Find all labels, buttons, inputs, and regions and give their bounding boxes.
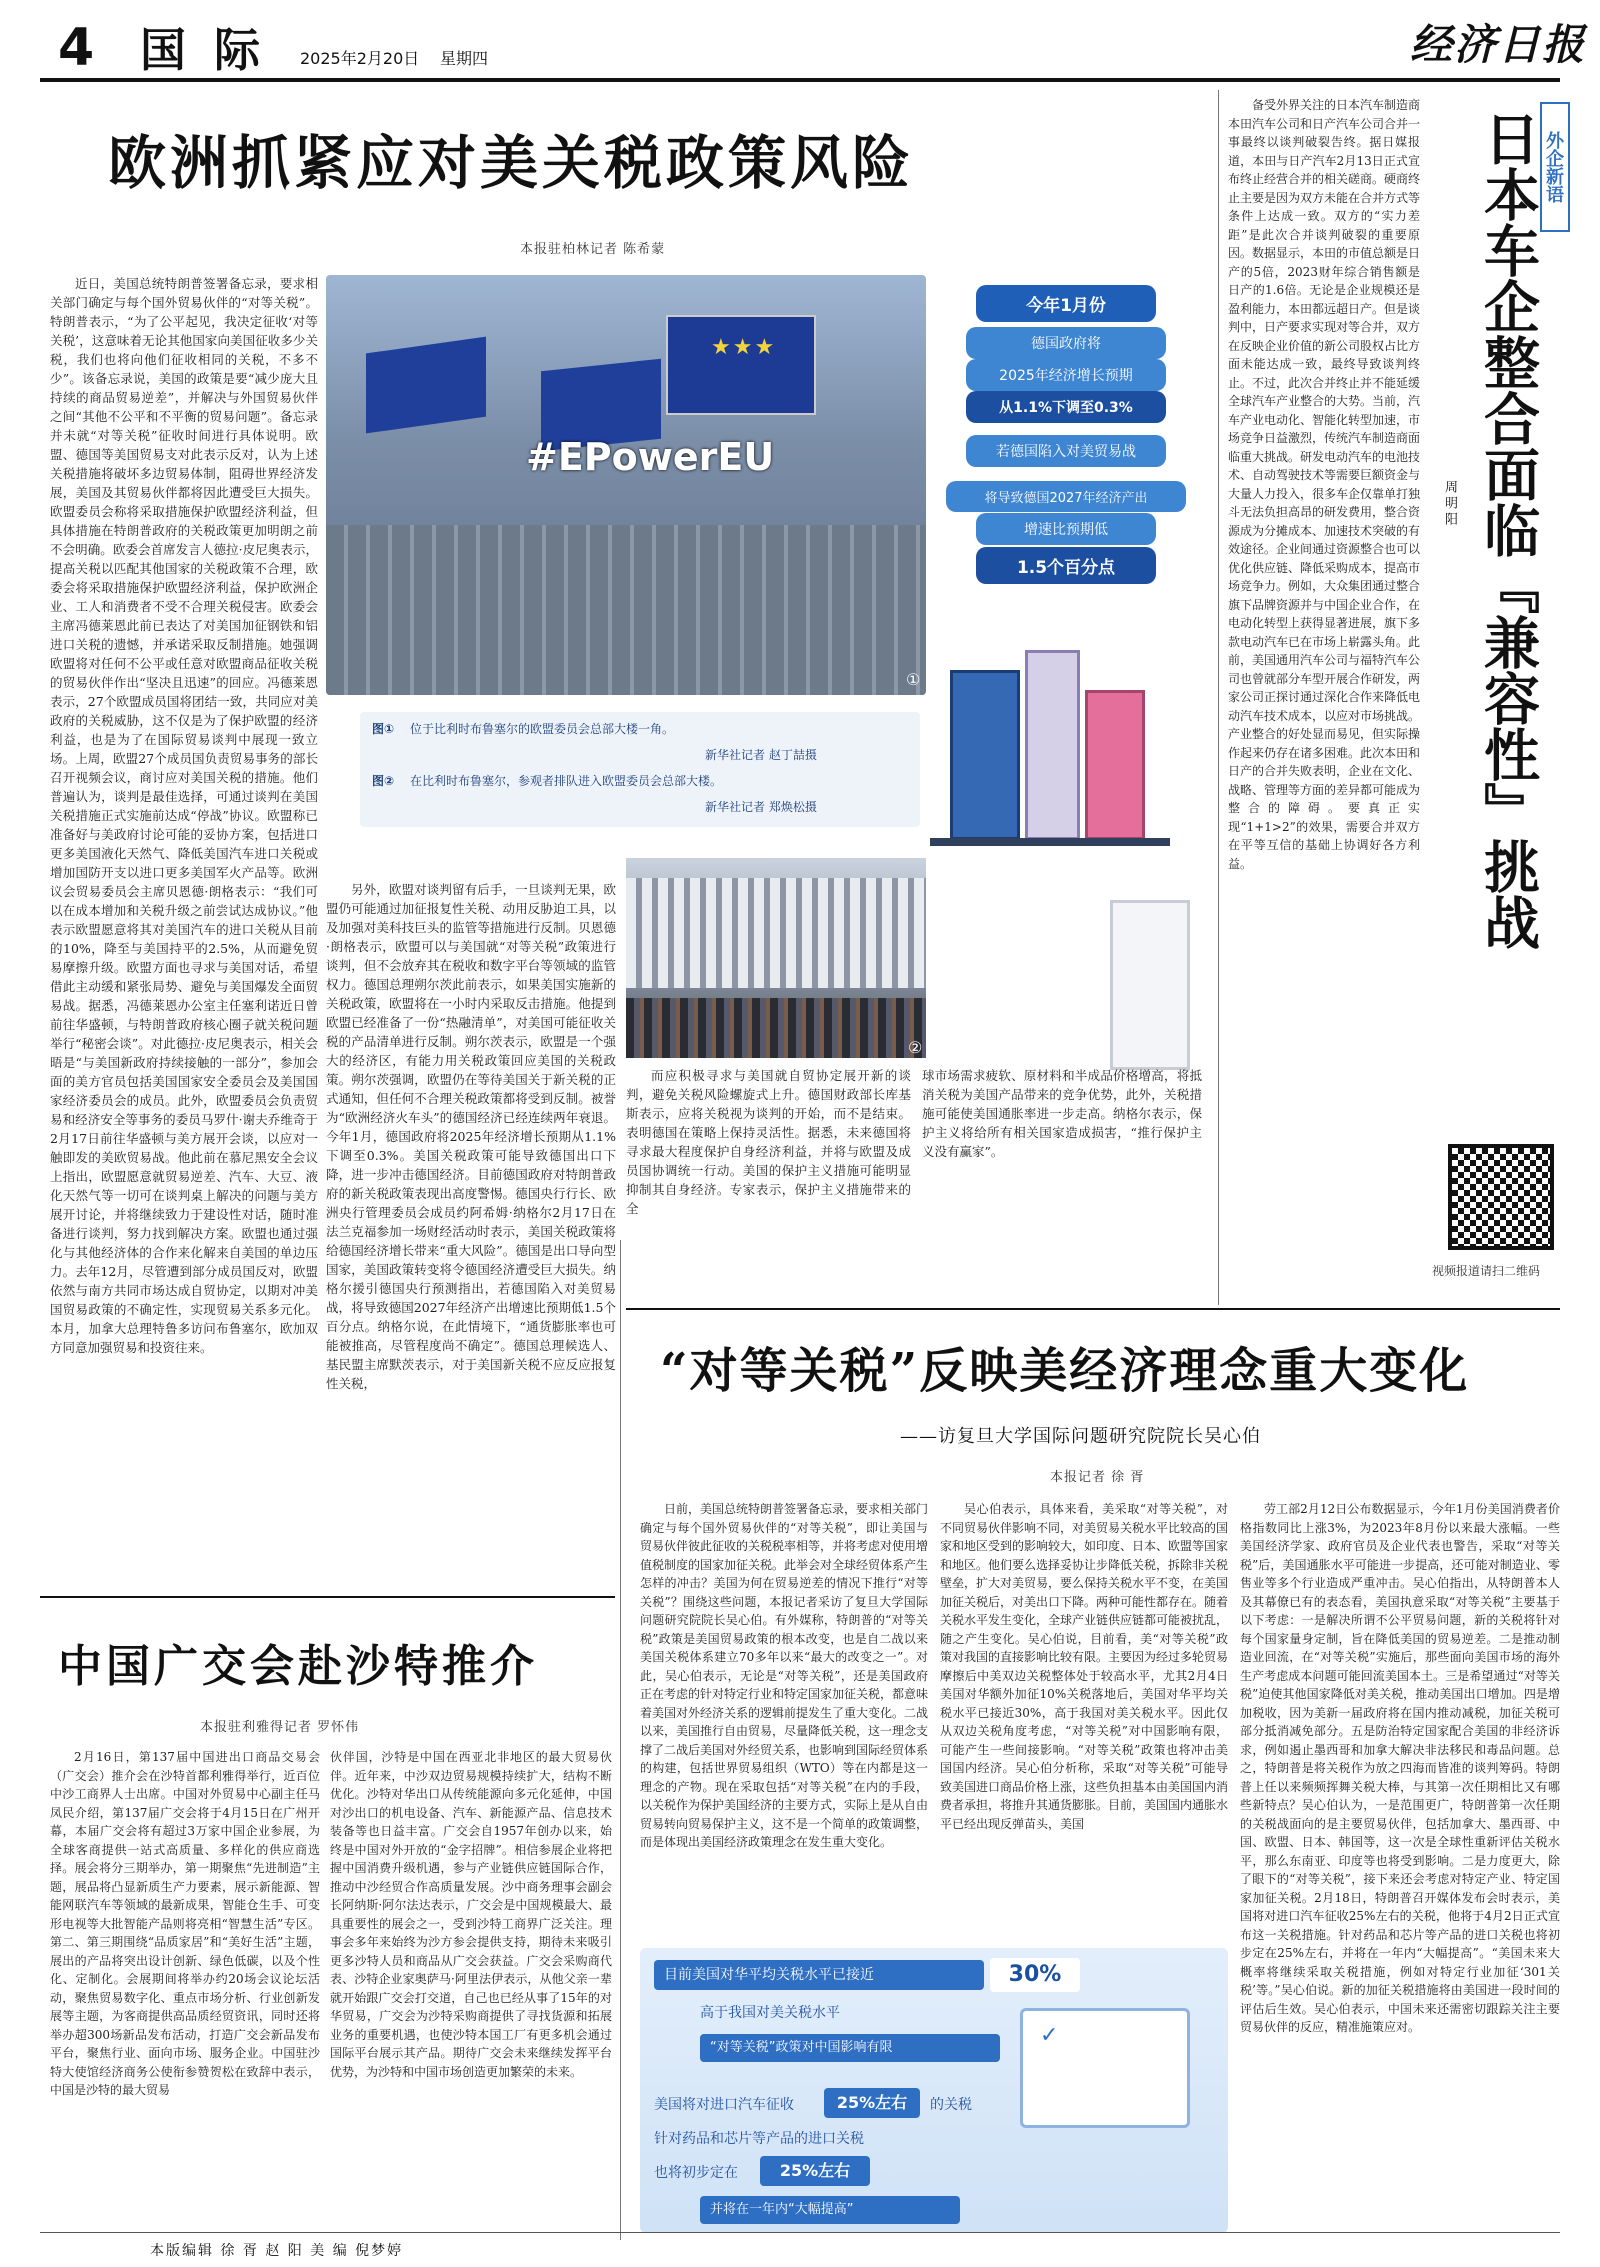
building-facade [326, 525, 926, 695]
photo-queue [626, 858, 926, 1058]
caption-1-label: 图① [372, 722, 395, 736]
tariff-row6-value: 25%左右 [760, 2156, 870, 2186]
eu-stars: ★★★ [711, 335, 777, 360]
caption-1-text: 位于比利时布鲁塞尔的欧盟委员会总部大楼一角。 [410, 722, 675, 736]
colonnade [626, 878, 926, 988]
crowd [626, 998, 926, 1058]
issue-date: 2025年2月20日 [300, 49, 420, 68]
tariff-row1-value: 30% [990, 1958, 1080, 1992]
main-article-col4: 球市场需求疲软、原材料和半成品价格增高，将抵消关税为美国产品带来的竞争优势，此外，关税措施可能使美国通胀率进一步走高。纳格尔表示，保护主义将给所有相关国家造成损害，“推行保护主义没有赢家”。 [922, 1068, 1202, 1159]
qr-code[interactable] [1448, 1144, 1554, 1250]
page-number: 4 [58, 18, 95, 78]
side-author: 周明阳 [1442, 480, 1457, 528]
mid-divider-right [626, 1308, 1560, 1310]
side-headline: 日本车企整合面临『兼容性』挑战 [1475, 110, 1540, 950]
section-name: 国 际 [140, 23, 267, 77]
book-pink [1085, 690, 1145, 840]
interview-col2: 吴心伯表示，具体来看，美采取“对等关税”，对不同贸易伙伴影响不同，对美贸易关税水平比较高的国家和地区受到的影响较大，如印度、日本、欧盟等国家和地区。他们要么选择妥协让步降低关税，拆除非关税壁垒，扩大对美贸易，要么保持关税水平不变，在美国加征关税后，对美出口下降。两种可能性都存在。随着关税水平发生变化，全球产业链供应链都可能被扰乱，随之产生变化。吴心伯说，目前看，美“对等关税”政策对我国的直接影响比较有限。主要因为经过多轮贸易摩擦后中美双边关税整体处于较高水平，尤其2月4日美国对华额外加征10%关税落地后，美国对华平均关税水平已接近30%，高于我国对美关税水平。因此仅从双边关税角度考虑，“对等关税”对中国影响有限，可能产生一些间接影响。“对等关税”政策也将冲击美国国内经济。吴心伯分析称，采取“对等关税”可能导致美国进口商品价格上涨，这些负担基本由美国国内消费者承担，将推升其通货膨胀。目前，美国国内通胀水平已经出现反弹苗头，美国 [940, 1502, 1228, 1831]
caption-2-credit: 新华社记者 郑焕松摄 [705, 800, 817, 814]
eu-flag-center [666, 315, 816, 415]
tariff-row4-label: 美国将对进口汽车征收 [654, 2097, 794, 2113]
check-icon: ✓ [1040, 2023, 1059, 2048]
info-line6: 增速比预期低 [976, 513, 1156, 545]
info-line7: 1.5个百分点 [976, 547, 1156, 584]
info-line1: 德国政府将 [966, 327, 1166, 359]
mid-divider-left [40, 1596, 615, 1598]
issue-weekday: 星期四 [440, 49, 489, 68]
column-divider [620, 1240, 621, 2240]
info-line4: 若德国陷入对美贸易战 [966, 435, 1166, 467]
footer-rule [40, 2232, 1560, 2233]
main-article-col2: 另外，欧盟对谈判留有后手，一旦谈判无果，欧盟仍可能通过加征报复性关税、动用反胁迫工具，以及加强对美科技巨头的监管等措施进行反制。贝恩德·朗格表示，欧盟可以与美国就“对等关税”政策进行谈判，但不会放弃其在税收和数字平台等领域的监管权力。德国总理朔尔茨此前表示，如果美国实施新的关税政策，欧盟将在一小时内采取反击措施。他提到欧盟已经准备了一份“热融清单”，对美国可能征收关税的产品清单进行反制。朔尔茨表示，欧盟是一个强大的经济区，有能力用关税政策回应美国的关税政策。朔尔茨强调，欧盟仍在等待美国关于新关税的正式通知，但任何不合理关税政策都将受到反制。被誉为“欧洲经济火车头”的德国经济已经连续两年衰退。今年1月，德国政府将2025年经济增长预期从1.1%下调至0.3%。美国关税政策可能导致德国出口下降，进一步冲击德国经济。目前德国政府对特朗普政府的新关税政策表现出高度警惕。德国央行行长、欧洲央行管理委员会成员约阿希姆·纳格尔2月17日在法兰克福参加一场财经活动时表示，美国关税政策将给德国经济增长带来“重大风险”。德国是出口导向型国家，美国政策转变将令德国经济遭受巨大损失。纳格尔援引德国央行预测指出，若德国陷入对美贸易战，将导致德国2027年经济产出增速比预期低1.5个百分点。纳格尔说，在此情境下，“通货膨胀率也可能被推高，尽管程度尚不确定”。德国总理候选人、基民盟主席默茨表示，对于美国新关税不应反应报复性关税， [326, 882, 616, 1391]
interview-headline: “对等关税”反映美经济理念重大变化 [660, 1343, 1470, 1399]
main-headline: 欧洲抓紧应对美关税政策风险 [108, 129, 915, 197]
book-illustration-2 [1110, 900, 1190, 1070]
tariff-row4-suffix: 的关税 [930, 2097, 972, 2113]
interview-subtitle: ——访复旦大学国际问题研究院院长吴心伯 [900, 1426, 1261, 1447]
main-article-col1: 近日，美国总统特朗普签署备忘录，要求相关部门确定与每个国外贸易伙伴的“对等关税”。特朗普表示，“为了公平起见，我决定征收‘对等关税’，这意味着无论其他国家向美国征收多少关税，我们也将向他们征收相同的关税，不多不少”。该备忘录说，美国的政策是要“减少庞大且持续的商品贸易逆差”，并解决与外国贸易伙伴之间“其他不公平和不平衡的贸易问题”。备忘录并未就“对等关税”征收时间进行具体说明。欧盟、德国等美国贸易支对此表示反对，认为上述关税措施将破坏多边贸易体制，阻碍世界经济发展，美国及其贸易伙伴都将因此遭受巨大损失。欧盟委员会称将采取措施保护欧盟经济利益，但具体措施在特朗普政府的关税政策更加明朗之前不会明确。欧委会首席发言人德拉·皮尼奥表示，提高关税以匹配其他国家的关税政策不合理，欧委会将采取措施保护欧盟经济利益，保护欧洲企业、工人和消费者不受不合理关税侵害。欧委会主席冯德莱恩此前已表达了对美国加征钢铁和铝进口关税的遗憾，并承诺采取反制措施。她强调欧盟将对任何不公平或任意对欧盟商品征收关税的贸易伙伴作出“坚决且迅速”的回应。冯德莱恩表示，27个欧盟成员国将团结一致，共同应对美政府的关税威胁，这不仅是为了保护欧盟的经济利益，也是为了在国际贸易谈判中展现一致立场。上周，欧盟27个成员国负责贸易事务的部长召开视频会议，商讨应对美国关税的措施。他们普遍认为，谈判是最佳选择，可通过谈判在美国关税措施正式实施前达成“停战”协议。欧盟称已准备好与美政府讨论可能的妥协方案，包括进口更多美国液化天然气、降低美国汽车进口关税或增加国防开支以进口更多美国军火产品等。欧洲议会贸易委员会主席贝恩德·朗格表示：“我们可以在成本增加和关税升级之前尝试达成协议。”他表示欧盟愿意将其对美国汽车的进口关税从目前的10%，降至与美国持平的2.5%，从而避免贸易摩擦升级。欧盟方面也寻求与美国对话，希望借此主动缓和紧张局势、避免与美国爆发全面贸易战。据悉，冯德莱恩办公室主任塞利诺近日曾前往华盛顿，与特朗普政府核心圈子就关税问题举行“秘密会谈”。对此德拉·皮尼奥表示，相关会晤是“与美国新政府持续接触的一部分”，参加会面的美方官员包括美国国家安全委员会及美国国家经济委员会的成员。此外，欧盟委员会负责贸易和经济安全等事务的委员马罗什·谢夫乔维奇于2月17日前往华盛顿与美方展开会谈，以应对一触即发的美欧贸易战。他此前在慕尼黑安全会议上指出，欧盟愿意就贸易逆差、汽车、大豆、液化天然气等一切可在谈判桌上解决的问题与美方展开讨论，并将继续致力于建设性对话，随时准备进行谈判，努力找到解决方案。欧盟也通过强化与其他经济体的合作来化解来自美国的单边压力。去年12月，尽管遭到部分成员国反对，欧盟依然与南方共同市场达成自贸协定，以期对冲美国贸易政策的不确定性，实现贸易关系多元化。本月，加拿大总理特鲁多访问布鲁塞尔，欧加双方同意加强贸易和投资往来。 [50, 276, 318, 1355]
side-divider [1218, 90, 1219, 1305]
interview-col1: 日前，美国总统特朗普签署备忘录，要求相关部门确定与每个国外贸易伙伴的“对等关税”，即让美国与贸易伙伴彼此征收的关税税率相等，并将考虑对使用增值税制度的国家加征关税。此举会对全球经贸体系产生怎样的冲击？美国为何在贸易逆差的情况下推行“对等关税”？围绕这些问题，本报记者采访了复旦大学国际问题研究院院长吴心伯。有外媒称，特朗普的“对等关税”政策是美国贸易政策的根本改变，也是自二战以来美国关税体系建立70多年以来“最大的改变之一”。对此，吴心伯表示，无论是“对等关税”，还是美国政府正在考虑的针对特定行业和特定国家加征关税，都意味着美国对外经济关系的逻辑前提发生了重大变化。二战以来，美国推行自由贸易，尽量降低关税，这一理念支撑了二战后美国对外经贸关系，也影响到国际经贸体系的构建，包括世界贸易组织（WTO）等在内都是这一理念的产物。现在采取包括“对等关税”在内的手段，以关税作为保护美国经济的主要方式，实际上是从自由贸易转向贸易保护主义，这不是一个简单的政策调整，而是体现出美国经济政策理念在发生重大变化。 [640, 1502, 928, 1849]
eu-flag-left [366, 337, 486, 434]
tariff-row7: 并将在一年内“大幅提高” [700, 2196, 960, 2224]
photo-number-1: ① [906, 670, 921, 689]
tariff-row5: 针对药品和芯片等产品的进口关税 [654, 2131, 864, 2147]
germany-infographic [946, 285, 1196, 615]
paper-name: 经济日报 [1410, 20, 1587, 69]
canton-col2: 伙伴国，沙特是中国在西亚北非地区的最大贸易伙伴。近年来，中沙双边贸易规模持续扩大，结构不断优化。沙特对华出口从传统能源向多元化延伸，中国对沙出口的机电设备、汽车、新能源产品、信息技术装备等也日益丰富。广交会自1957年创办以来，始终是中国对外开放的“金字招牌”。相信参展企业将把握中国消费升级机遇，参与产业链供应链国际合作，推动中沙经贸合作高质量发展。沙中商务理事会副会长阿纳斯·阿尔法达表示，广交会是中国规模最大、最具重要性的展会之一，受到沙特工商界广泛关注。理事会多年来始终为沙方参会提供支持，期待未来吸引更多沙特人员和商品从广交会获益。广交会采购商代表、沙特企业家奥萨马·阿里法伊表示，从他父亲一辈就开始跟广交会打交道，自己也已经从事了15年的对华贸易，广交会为沙特采购商提供了寻找货源和拓展业务的重要机遇，也使沙特本国工厂有更多机会通过国际平台展示其产品。期待广交会未来继续发挥平台优势，为沙特和中国市场创造更加繁荣的未来。 [330, 1750, 612, 2079]
info-line5: 将导致德国2027年经济产出 [946, 481, 1186, 512]
book-blue [950, 670, 1020, 840]
book-lilac [1025, 650, 1080, 840]
interview-col3: 劳工部2月12日公布数据显示，今年1月份美国消费者价格指数同比上涨3%，为2023年8月份以来最大涨幅。一些美国经济学家、政府官员及企业代表也警告，采取“对等关税”后，美国通胀水平可能进一步提高，还可能对制造业、零售业等多个行业造成严重冲击。吴心伯指出，从特朗普本人及其幕僚已有的表态看，美国执意采取“对等关税”主要基于以下考虑：一是解决所谓不公平贸易问题，新的关税将针对每个国家量身定制，旨在降低美国的贸易逆差。二是推动制造业回流，在“对等关税”实施后，那些面向美国市场的海外生产考虑成本问题可能回流美国本土。三是希望通过“对等关税”迫使其他国家降低对美关税，推动美国出口增加。四是增加税收，因为美新一届政府将在国内推动减税，加征关税可部分抵消减免部分。五是防治特定国家配合美国的非经济诉求，例如遏止墨西哥和加拿大解决非法移民和毒品问题。总之，特朗普是将关税作为放之四海而皆准的谈判筹码。特朗普上任以来频频挥舞关税大棒，与其第一次任期相比又有哪些新特点？吴心伯认为，一是范围更广，特朗普第一次任期的关税战面向的是主要贸易伙伴，包括加拿大、墨西哥、中国、欧盟、日本、韩国等，这一次是全球性重新评估关税水平，那么东南亚、印度等也将受到影响。二是力度更大，除了眼下的“对等关税”，接下来还会考虑对特定产业、特定国家加征关税。2月18日，特朗普召开媒体发布会时表示，美国将对进口汽车征收25%左右的关税，他将于4月2日正式宣布这一关税措施。针对药品和芯片等产品的进口关税也将初步定在25%左右，并将在一年内“大幅提高”。“美国未来大概率将继续采取关税措施，例如对特定行业加征‘301关税’等。”吴心伯说。新的加征关税措施将由美国进一段时间的评估后生效。吴心伯表示，中国未来还需密切跟踪关注主要贸易伙伴的反应，精准施策应对。 [1240, 1502, 1560, 2034]
tariff-row3: “对等关税”政策对中国影响有限 [700, 2034, 1000, 2062]
footer-credits: 本版编辑 徐 胥 赵 阳 美 编 倪梦婷 [150, 2243, 404, 2259]
book-illustration [930, 640, 1190, 860]
info-line3: 从1.1%下调至0.3% [966, 391, 1166, 423]
main-byline: 本报驻柏林记者 陈希蒙 [520, 242, 666, 257]
canton-headline: 中国广交会赴沙特推介 [58, 1641, 538, 1692]
caption-1-credit: 新华社记者 赵丁喆摄 [705, 748, 817, 762]
tariff-row1-label: 目前美国对华平均关税水平已接近 [654, 1960, 984, 1990]
interview-byline: 本报记者 徐 胥 [1050, 1470, 1145, 1485]
qr-caption: 视频报道请扫二维码 [1432, 1264, 1541, 1278]
photo-eu-flags [326, 275, 926, 695]
info-header: 今年1月份 [976, 285, 1156, 322]
side-article-text: 备受外界关注的日本汽车制造商本田汽车公司和日产汽车公司合并一事最终以谈判破裂告终。据日媒报道，本田与日产汽车2月13日正式宣布终止经营合并的相关磋商。硬商终止主要是因为双方未能在合并方式等条件上达成一致。双方的“实力差距”是此次合并谈判破裂的重要原因。数据显示，本田的市值总额是日产的5倍，2023财年综合销售额是日产的1.6倍。无论是企业规模还是盈利能力，本田都远超日产。但是谈判中，日产要求实现对等合并，双方在反映企业价值的新公司股权占比方面未能达成一致，最终导致谈判终止。不过，此次合并终止并不能延缓全球汽车产业整合的大势。当前，汽车产业电动化、智能化转型加速，市场竞争日益激烈，传统汽车制造商面临重大挑战。研发电动汽车的电池技术、自动驾驶技术等需要巨额资金与大量人力投入，很多车企仅靠单打独斗无法负担高昂的研发费用，整合资源成为分摊成本、加速技术突破的有效途径。企业间通过资源整合也可以优化供应链、降低采购成本，提高市场竞争力。例如，大众集团通过整合旗下品牌资源并与中国企业合作，在电动化转型上获得显著进展，旗下多款电动汽车已在市场上崭露头角。此前，美国通用汽车公司与福特汽车公司也曾就部分车型开展合作研发，两家公司正探讨通过深化合作来降低电动汽车技术成本，以应对市场挑战。产业整合的好处显而易见，但实际操作起来仍存在诸多困难。此次本田和日产的合并失败表明，企业在文化、战略、管理等方面的差异都可能成为整合的障碍。要真正实现“1+1>2”的效果，需要合并双方在平等互信的基础上协调好各方利益。 [1228, 98, 1420, 871]
info-line2: 2025年经济增长预期 [966, 359, 1166, 391]
tariff-row6-label: 也将初步定在 [654, 2165, 738, 2181]
tariff-row4-value: 25%左右 [824, 2088, 920, 2118]
canton-byline: 本报驻利雅得记者 罗怀伟 [200, 1720, 360, 1735]
photo-number-2: ② [908, 1038, 923, 1057]
masthead-rule [40, 78, 1560, 82]
canton-col1: 2月16日，第137届中国进出口商品交易会（广交会）推介会在沙特首都利雅得举行，近百位中沙工商界人士出席。中国对外贸易中心副主任马凤民介绍，第137届广交会将于4月15日在广州开幕，本届广交会将有超过3万家中国企业参展，为全球客商提供一站式高质量、多样化的供应商选择。展会将分三期举办，第一期聚焦“先进制造”主题，展品将凸显新质生产力要素，展示新能源、智能网联汽车等领域的最新成果，智能仓生手、可变形电视等大批智能产品则将亮相“智慧生活”专区。第二、第三期围绕“品质家居”和“美好生活”主题，展出的产品将突出设计创新、绿色低碳，以及个性化、定制化。会展期间将举办约20场会议论坛活动，聚焦贸易数字化、重点市场分析、行业创新发展等主题，为客商提供高品质经贸资讯，同时还将举办超300场新品发布活动，打造广交会新品发布平台，聚焦行业、面向市场、服务企业。中国驻沙特大使馆经济商务公使衔参赞贺松在致辞中表示，中国是沙特的最大贸易 [50, 1750, 320, 2097]
tariff-infographic [640, 1948, 1228, 2233]
shelf [930, 838, 1170, 846]
main-article-col3: 而应积极寻求与美国就自贸协定展开新的谈判，避免关税风险螺旋式上升。德国财政部长库基斯表示，应将关税视为谈判的开始，而不是结束。表明德国在策略上保持灵活性。据悉，未来德国将寻求最大程度保护自身经济利益，并将与欧盟及成员国协调统一行动。美国的保护主义措施可能明显抑制其自身经济。专家表示，保护主义措施带来的全 [626, 1068, 911, 1216]
side-tag: 外企新语 [1540, 102, 1570, 232]
tariff-row2: 高于我国对美关税水平 [700, 2005, 840, 2021]
photo-banner: #EPowerEU [526, 435, 775, 479]
caption-2-text: 在比利时布鲁塞尔，参观者排队进入欧盟委员会总部大楼。 [410, 774, 723, 788]
caption-2-label: 图② [372, 774, 395, 788]
